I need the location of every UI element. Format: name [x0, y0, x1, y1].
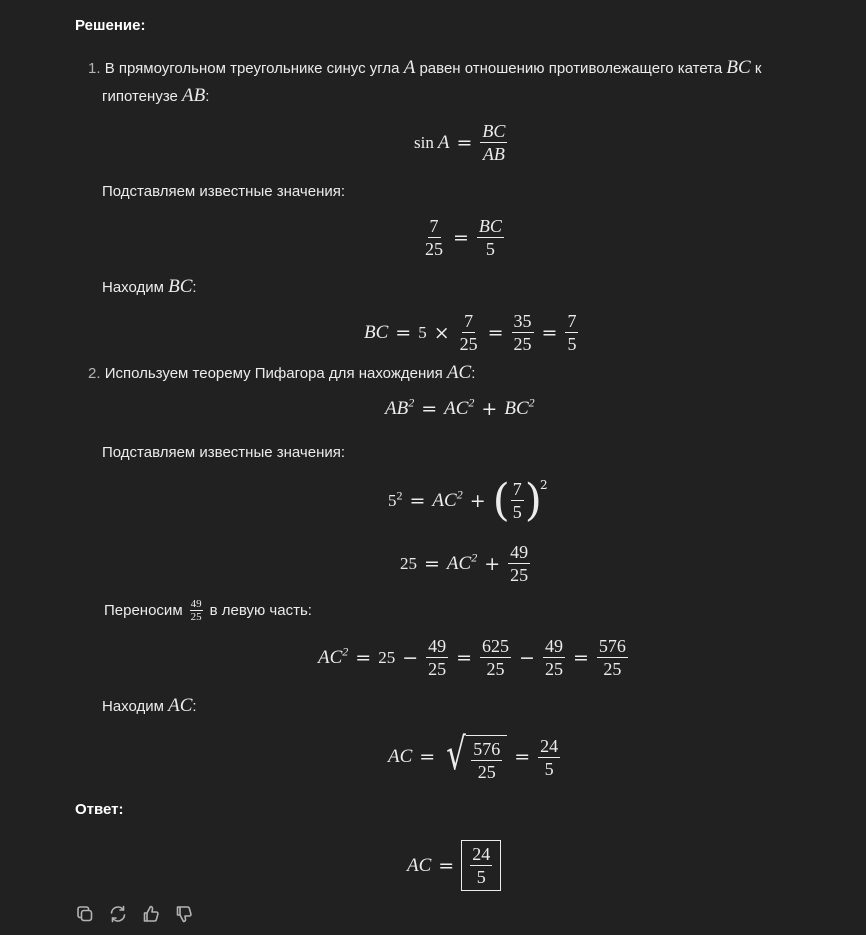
exp: 2: [471, 550, 478, 565]
find-var: BC: [168, 276, 193, 297]
numerator: 576: [473, 739, 501, 759]
minus-sign: −: [519, 646, 535, 669]
step1-find: [102, 276, 197, 299]
radicand: [466, 735, 507, 783]
step1-text-k: к: [754, 60, 762, 77]
right-paren: ): [524, 474, 542, 526]
copy-icon[interactable]: [75, 904, 95, 924]
step1-line1: [88, 57, 761, 80]
fraction: [458, 310, 480, 355]
denominator: 5: [567, 334, 577, 354]
move-label: Переносим: [104, 601, 183, 619]
answer-heading: Ответ:: [75, 801, 124, 818]
solution-heading: Решение:: [75, 17, 146, 34]
exp: 2: [408, 395, 415, 410]
denominator: 25: [425, 239, 443, 259]
numerator: BC: [478, 216, 502, 236]
eq-sign: =: [487, 321, 504, 344]
radical-sign: √: [446, 729, 467, 780]
step2-substitute: Подставляем известные значения:: [102, 444, 346, 461]
numerator: BC: [482, 121, 506, 141]
exp: 2: [342, 644, 349, 659]
AC: AC: [432, 489, 457, 511]
denominator: 5: [512, 502, 522, 522]
numerator: 7: [429, 216, 439, 236]
term-AC2: [444, 395, 475, 420]
equation-ac: [386, 731, 563, 783]
step2-line1: [88, 362, 475, 385]
square-root: [442, 731, 507, 783]
inline-fraction: [190, 598, 203, 623]
denominator: 5: [476, 867, 486, 887]
denominator: 25: [513, 334, 532, 354]
numerator: 35: [513, 311, 532, 331]
BC: BC: [504, 398, 529, 419]
numerator: 24: [540, 735, 559, 756]
find-label: Находим: [102, 698, 164, 715]
fraction: [511, 478, 524, 523]
equation-ac-squared: [316, 635, 631, 680]
numerator: 49: [428, 636, 447, 656]
denominator: 5: [485, 239, 495, 259]
equation-pythagoras: [383, 395, 537, 420]
eq-sign: =: [456, 131, 473, 154]
left-paren: (: [492, 474, 510, 526]
numerator: 7: [567, 311, 577, 331]
term-AB2: [385, 395, 415, 420]
thumbs-up-icon[interactable]: [141, 904, 161, 924]
term-AC2: [432, 487, 463, 512]
answer-equation: [405, 840, 503, 891]
exp: 2: [396, 487, 403, 502]
step2-number: 2.: [88, 365, 101, 382]
var-A: A: [403, 57, 416, 78]
eq-sign: =: [419, 746, 436, 768]
message-actions: [75, 904, 194, 924]
numerator: 49: [190, 598, 202, 610]
thumbs-down-icon[interactable]: [174, 904, 194, 924]
fraction: [512, 310, 534, 355]
step1-line2: [102, 85, 209, 108]
denominator: 25: [544, 659, 563, 679]
five: 5: [388, 490, 397, 510]
exp: 2: [456, 487, 463, 502]
step2-text: Используем теорему Пифагора для нахождения: [104, 365, 443, 382]
colon: :: [471, 365, 476, 382]
numerator: 625: [482, 636, 510, 656]
equation-substituted: $5^2$ = $AC^2$ + ( $\frac{7}{5}$ ) $^2$: [388, 474, 548, 526]
term-5sq: [388, 487, 403, 511]
find-var: AC: [168, 695, 193, 716]
numerator: 7: [512, 479, 522, 499]
fraction: [565, 310, 578, 355]
fraction: [477, 215, 504, 260]
denominator: 25: [190, 611, 202, 623]
num-5: 5: [418, 322, 427, 342]
denominator: 25: [603, 659, 622, 679]
AC: AC: [444, 398, 469, 419]
var-AB: AB: [182, 85, 206, 106]
fraction: [480, 120, 507, 165]
step1-substitute: Подставляем известные значения:: [102, 183, 346, 200]
fraction: [538, 735, 560, 780]
denominator: 25: [459, 334, 478, 354]
eq-sign: =: [355, 646, 372, 669]
equation-25: [398, 541, 533, 586]
num-25: 25: [378, 647, 396, 667]
denominator: 25: [428, 659, 447, 679]
numerator: 576: [598, 636, 626, 656]
denominator: 25: [510, 565, 529, 585]
AC: AC: [446, 552, 472, 574]
plus-sign: +: [481, 398, 498, 420]
fraction: [470, 843, 492, 888]
term-BC2: [504, 395, 535, 420]
step1-text-c: гипотенузе: [102, 88, 178, 105]
fraction: [480, 635, 511, 680]
eq-sign: =: [438, 854, 455, 877]
eq-sign: =: [572, 646, 589, 669]
numerator: 49: [544, 636, 563, 656]
eq-sign: =: [409, 489, 426, 512]
step2-move: [102, 598, 314, 623]
var-BC: BC: [726, 57, 751, 78]
numerator: 24: [472, 844, 491, 864]
var-AC: AC: [446, 362, 472, 383]
exp: 2: [468, 395, 475, 410]
denominator: 5: [544, 758, 554, 779]
plus-sign: +: [469, 489, 486, 512]
fraction: [471, 738, 502, 783]
sin-text: sin: [414, 132, 434, 152]
colon: :: [192, 698, 197, 715]
colon: :: [192, 279, 197, 296]
colon: :: [205, 88, 210, 105]
eq-sign: =: [395, 321, 412, 344]
term-AC2: [446, 550, 478, 575]
step1-text-b: равен отношению противолежащего катета: [419, 60, 723, 77]
fraction: [423, 215, 445, 260]
plus-sign: +: [484, 552, 501, 575]
numerator: 7: [464, 311, 474, 331]
eq-AC: AC: [407, 854, 432, 876]
equation-bc: [362, 310, 581, 355]
num-25: 25: [400, 553, 417, 573]
regenerate-icon[interactable]: [108, 904, 128, 924]
eq-BC: BC: [364, 321, 389, 343]
eq-sign: =: [514, 746, 531, 768]
minus-sign: −: [402, 646, 419, 669]
answer-box: [461, 840, 501, 891]
exp: 2: [528, 395, 535, 410]
numerator: 49: [510, 542, 529, 562]
denominator: AB: [482, 144, 505, 164]
eq-sign: =: [541, 321, 558, 344]
AC: AC: [318, 646, 343, 668]
eq-AC: AC: [388, 746, 413, 767]
fraction: [597, 635, 628, 680]
equation-substitute: [420, 215, 507, 260]
eq-sign: =: [456, 646, 473, 669]
eq-sign: =: [453, 226, 469, 249]
step2-find: [102, 695, 197, 718]
fraction: [508, 541, 530, 586]
equation-sin: [412, 120, 510, 165]
denominator: 25: [477, 762, 496, 782]
fraction: [543, 635, 565, 680]
move-after: в левую часть:: [209, 601, 312, 619]
term-AC2: [318, 644, 349, 669]
eq-A: A: [437, 131, 450, 153]
eq-sign: =: [424, 552, 440, 575]
step1-number: 1.: [88, 60, 101, 77]
fraction: [426, 635, 448, 680]
denominator: 25: [486, 659, 505, 679]
AB: AB: [385, 398, 409, 419]
find-label: Находим: [102, 279, 164, 296]
step1-text-a: В прямоугольном треугольнике синус угла: [104, 60, 400, 77]
eq-sign: =: [421, 398, 438, 420]
times-sign: ×: [433, 321, 450, 344]
